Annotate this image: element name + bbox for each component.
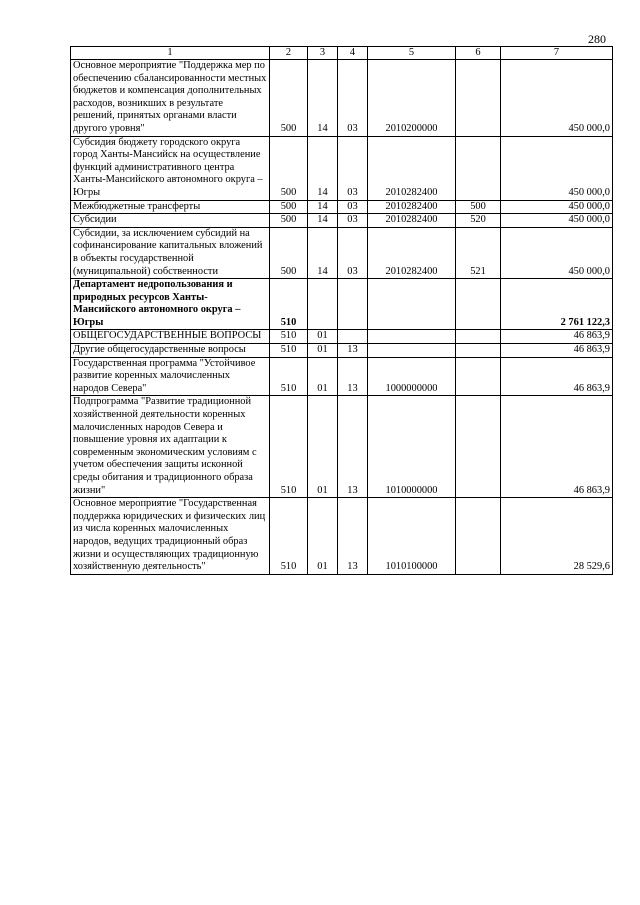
amount-cell: 450 000,0 (501, 60, 613, 137)
grbs-code-cell: 510 (270, 279, 308, 330)
section-code-cell: 01 (308, 344, 338, 358)
row-name-cell: Основное мероприятие "Государственная поддержка юридических и физических лиц из числа коренных малочисленных народов, ведущих традиционный образ жизни и осуществляющих традиционную хозяйственную деятельность" (71, 498, 270, 575)
table-row (71, 227, 613, 278)
grbs-code-cell: 510 (270, 357, 308, 396)
section-code-cell: 14 (308, 214, 338, 228)
row-name-cell: Департамент недропользования и природных ресурсов Ханты-Мансийского автономного округа – Югры (71, 279, 270, 330)
amount-cell: 450 000,0 (501, 214, 613, 228)
expense-type-cell (456, 136, 501, 200)
subsection-code-cell: 03 (338, 227, 368, 278)
subsection-code-cell: 13 (338, 344, 368, 358)
expense-type-cell: 500 (456, 200, 501, 214)
section-code-cell: 01 (308, 330, 338, 344)
expense-type-cell (456, 498, 501, 575)
amount-cell: 46 863,9 (501, 330, 613, 344)
grbs-code-cell: 510 (270, 498, 308, 575)
amount-cell: 450 000,0 (501, 227, 613, 278)
target-article-cell (368, 344, 456, 358)
page-number: 280 (588, 32, 606, 46)
subsection-code-cell: 03 (338, 200, 368, 214)
column-header: 3 (308, 47, 338, 60)
expense-type-cell (456, 330, 501, 344)
subsection-code-cell: 13 (338, 396, 368, 498)
column-header: 6 (456, 47, 501, 60)
expense-type-cell: 521 (456, 227, 501, 278)
target-article-cell: 1010100000 (368, 498, 456, 575)
section-code-cell: 14 (308, 60, 338, 137)
expense-type-cell (456, 357, 501, 396)
section-code-cell: 01 (308, 396, 338, 498)
section-code-cell: 14 (308, 227, 338, 278)
target-article-cell (368, 330, 456, 344)
subsection-code-cell: 13 (338, 498, 368, 575)
subsection-code-cell (338, 330, 368, 344)
table-row (71, 396, 613, 498)
table-header-row (71, 47, 613, 60)
expense-type-cell: 520 (456, 214, 501, 228)
target-article-cell: 2010200000 (368, 60, 456, 137)
section-code-cell (308, 279, 338, 330)
column-header: 2 (270, 47, 308, 60)
row-name-cell: Субсидии, за исключением субсидий на софинансирование капитальных вложений в объекты государственной (муниципальной) собственности (71, 227, 270, 278)
table-row (71, 60, 613, 137)
grbs-code-cell: 510 (270, 396, 308, 498)
row-name-cell: Межбюджетные трансферты (71, 200, 270, 214)
table-row (71, 200, 613, 214)
grbs-code-cell: 500 (270, 214, 308, 228)
subsection-code-cell: 03 (338, 60, 368, 137)
amount-cell: 28 529,6 (501, 498, 613, 575)
row-name-cell: Другие общегосударственные вопросы (71, 344, 270, 358)
section-code-cell: 01 (308, 357, 338, 396)
target-article-cell: 1010000000 (368, 396, 456, 498)
expense-type-cell (456, 279, 501, 330)
grbs-code-cell: 510 (270, 330, 308, 344)
grbs-code-cell: 500 (270, 227, 308, 278)
expense-type-cell (456, 344, 501, 358)
target-article-cell: 2010282400 (368, 200, 456, 214)
row-name-cell: Основное мероприятие "Поддержка мер по обеспечению сбалансированности местных бюджетов и компенсация дополнительных расходов, возникших в результате решений, принятых органами власти другого уровня" (71, 60, 270, 137)
subsection-code-cell: 13 (338, 357, 368, 396)
budget-table (70, 46, 613, 575)
row-name-cell: Субсидии (71, 214, 270, 228)
expense-type-cell (456, 60, 501, 137)
row-name-cell: ОБЩЕГОСУДАРСТВЕННЫЕ ВОПРОСЫ (71, 330, 270, 344)
target-article-cell (368, 279, 456, 330)
column-header: 4 (338, 47, 368, 60)
column-header: 1 (71, 47, 270, 60)
row-name-cell: Подпрограмма "Развитие традиционной хозяйственной деятельности коренных малочисленных народов Севера и повышение уровня их адаптации к современным экономическим условиям с учетом обеспечения защиты исконной среды обитания и традиционного образа жизни" (71, 396, 270, 498)
amount-cell: 46 863,9 (501, 357, 613, 396)
target-article-cell: 2010282400 (368, 214, 456, 228)
table-row (71, 330, 613, 344)
amount-cell: 450 000,0 (501, 136, 613, 200)
table-row (71, 136, 613, 200)
subsection-code-cell (338, 279, 368, 330)
subsection-code-cell: 03 (338, 214, 368, 228)
table-row (71, 344, 613, 358)
grbs-code-cell: 500 (270, 136, 308, 200)
column-header: 5 (368, 47, 456, 60)
target-article-cell: 2010282400 (368, 136, 456, 200)
subsection-code-cell: 03 (338, 136, 368, 200)
column-header: 7 (501, 47, 613, 60)
grbs-code-cell: 500 (270, 200, 308, 214)
grbs-code-cell: 510 (270, 344, 308, 358)
target-article-cell: 2010282400 (368, 227, 456, 278)
table-row (71, 279, 613, 330)
target-article-cell: 1000000000 (368, 357, 456, 396)
amount-cell: 46 863,9 (501, 344, 613, 358)
section-code-cell: 01 (308, 498, 338, 575)
table-row (71, 357, 613, 396)
row-name-cell: Государственная программа "Устойчивое развитие коренных малочисленных народов Севера" (71, 357, 270, 396)
table-row (71, 498, 613, 575)
amount-cell: 46 863,9 (501, 396, 613, 498)
section-code-cell: 14 (308, 136, 338, 200)
amount-cell: 2 761 122,3 (501, 279, 613, 330)
amount-cell: 450 000,0 (501, 200, 613, 214)
table-row (71, 214, 613, 228)
expense-type-cell (456, 396, 501, 498)
grbs-code-cell: 500 (270, 60, 308, 137)
section-code-cell: 14 (308, 200, 338, 214)
row-name-cell: Субсидия бюджету городского округа город Ханты-Мансийск на осуществление функций административного центра Ханты-Мансийского автономного округа – Югры (71, 136, 270, 200)
